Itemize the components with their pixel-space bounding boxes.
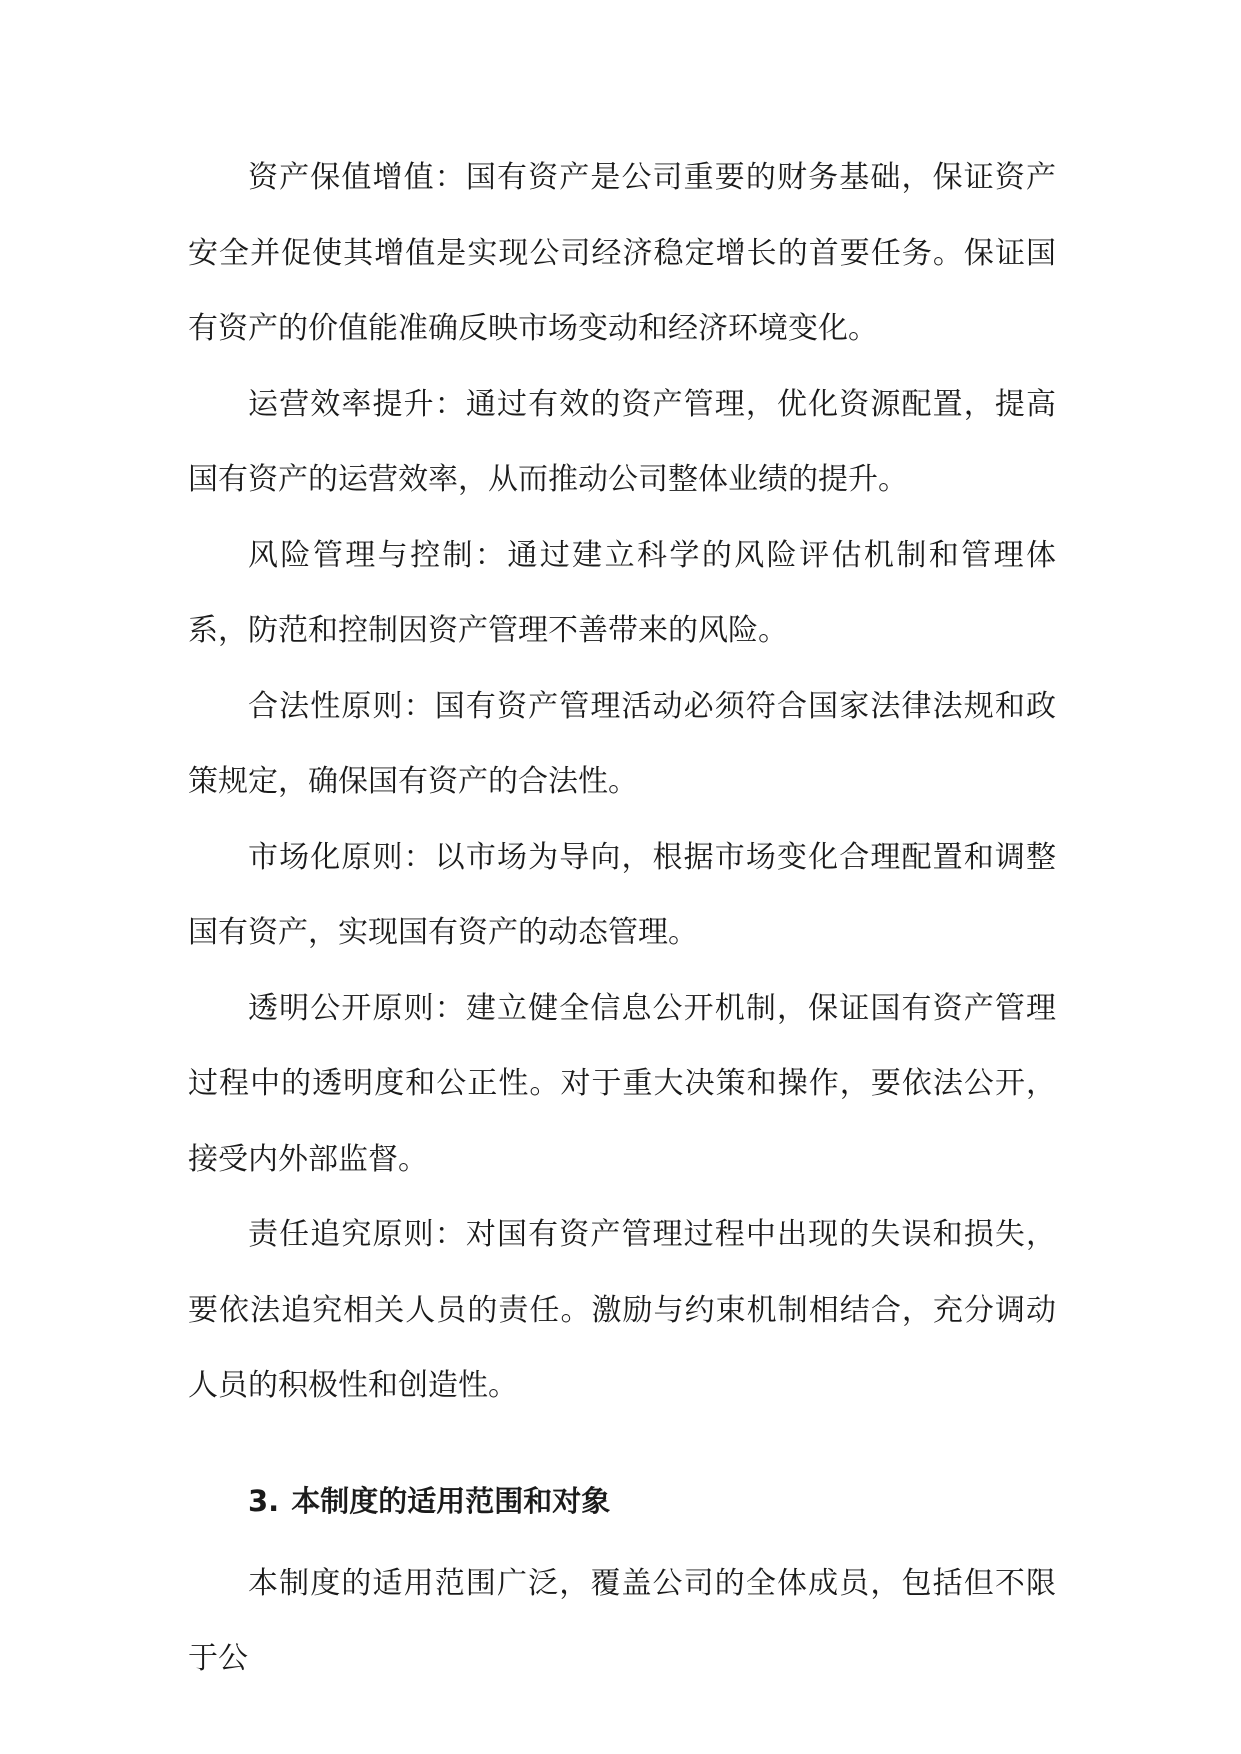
paragraph-scope: 本制度的适用范围广泛，覆盖公司的全体成员，包括但不限于公	[188, 1565, 1056, 1676]
document-page	[188, 140, 1056, 1697]
paragraph-accountability: 责任追究原则：对国有资产管理过程中出现的失误和损失，要依法追究相关人员的责任。激励与约束机制相结合，充分调动人员的积极性和创造性。	[188, 1217, 1056, 1403]
paragraph-efficiency: 运营效率提升：通过有效的资产管理，优化资源配置，提高国有资产的运营效率，从而推动公司整体业绩的提升。	[188, 386, 1056, 497]
paragraph-risk-control: 风险管理与控制：通过建立科学的风险评估机制和管理体系，防范和控制因资产管理不善带来的风险。	[188, 537, 1056, 648]
section-heading	[188, 1468, 1056, 1534]
paragraph-legality: 合法性原则：国有资产管理活动必须符合国家法律法规和政策规定，确保国有资产的合法性。	[188, 688, 1056, 799]
section-number: 3.	[248, 1483, 280, 1518]
section-title: 本制度的适用范围和对象	[291, 1483, 611, 1518]
paragraph-asset-value: 资产保值增值：国有资产是公司重要的财务基础，保证资产安全并促使其增值是实现公司经济稳定增长的首要任务。保证国有资产的价值能准确反映市场变动和经济环境变化。	[188, 160, 1056, 346]
paragraph-transparency: 透明公开原则：建立健全信息公开机制，保证国有资产管理过程中的透明度和公正性。对于重大决策和操作，要依法公开，接受内外部监督。	[188, 990, 1056, 1177]
paragraph-market: 市场化原则：以市场为导向，根据市场变化合理配置和调整国有资产，实现国有资产的动态管理。	[188, 839, 1056, 950]
